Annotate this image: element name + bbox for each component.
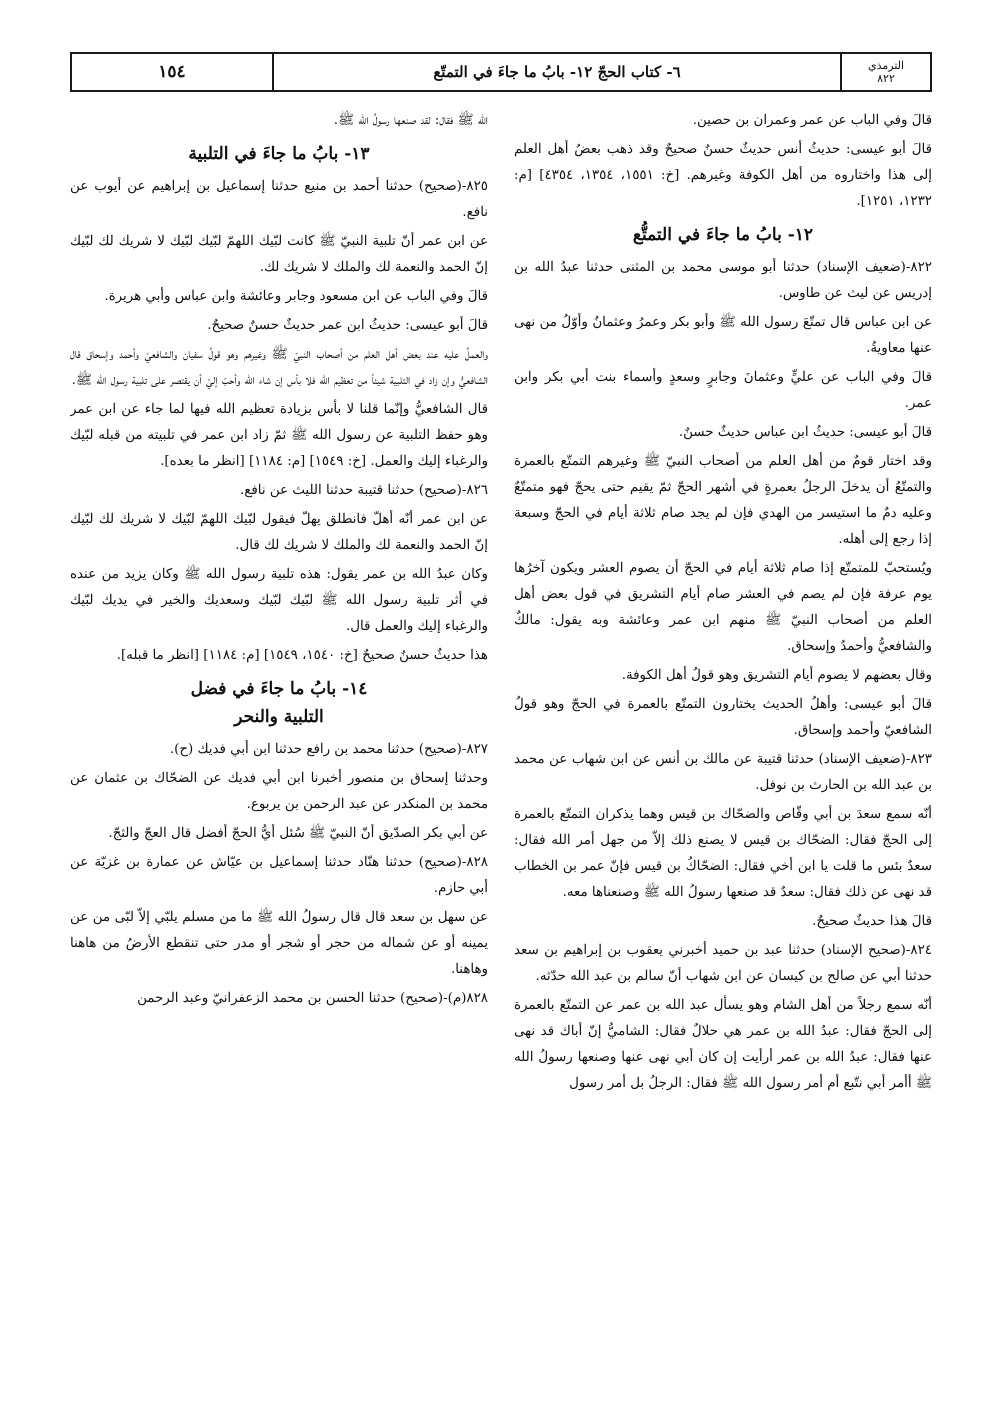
chapter-heading-line: ١٤- بابُ ما جاءَ في فضل — [190, 679, 368, 699]
paragraph: هذا حديثٌ حسنٌ صحيحٌ [خ: ١٥٤٠، ١٥٤٩] [م: ١١٨٤] [انظر ما قبله]. — [116, 648, 488, 663]
page-number: ١٥٤ — [158, 62, 186, 82]
paragraph: قالَ أبو عيسى: وأهلُ الحديث يختارون التمتّع بالعمرة في الحجّ وهو قولُ الشافعيّ وأحمد وإسحاق. — [514, 697, 932, 738]
paragraph: قالَ هذا حديثٌ صحيحٌ. — [812, 914, 932, 929]
paragraph: قالَ أبو عيسى: حديثُ أنس حديثٌ حسنٌ صحيحٌ وقد ذهب بعضُ أهل العلم إلى هذا واختاروه من أهل الكوفة وغيرهم. [خ: ١٥٥١، ١٣٥٤، ٤٣٥٤] [م: ١٢٣٢، ١٢٥١]. — [514, 142, 932, 209]
paragraph: ٨٢٨-(صحيح) حدثنا هنّاد حدثنا إسماعيل بن عيّاش عن عمارة بن غزيّة عن أبي حازم. — [70, 855, 488, 896]
chapter-heading: ١٣- بابُ ما جاءَ في التلبية — [188, 144, 370, 164]
header-book-name: الترمذي — [867, 59, 905, 72]
page-header — [70, 52, 932, 92]
book-page — [70, 52, 932, 1372]
paragraph: عن ابن عمر أنّه أهلّ فانطلق يهلّ فيقول لبّيك اللهمّ لبّيك لا شريك لك لبّيك إنّ الحمد والنعمة لك والملك لا شريك لك قال. — [70, 512, 488, 553]
paragraph: ٨٢٣-(ضعيف الإسناد) حدثنا قتيبة عن مالك بن أنس عن ابن شهاب عن محمد بن عبد الله بن الحارث بن نوفل. — [514, 752, 932, 793]
paragraph: قالَ وفي الباب عن ابن مسعود وجابر وعائشة وابن عباس وأبي هريرة. — [104, 289, 488, 304]
paragraph: وكان عبدُ الله بن عمر يقول: هذه تلبية رسول الله ﷺ وكان يزيد من عنده في أثر تلبية رسول الله ﷺ لبّيك لبّيك وسعديك والخير في يديك لبّيك والرغباء إليك والعمل قال. — [70, 567, 488, 634]
chapter-heading — [70, 675, 488, 731]
chapter-heading: ١٢- بابُ ما جاءَ في التمتُّع — [632, 225, 814, 245]
header-title: ٦- كتاب الحجّ ١٢- بابُ ما جاءَ في التمتّع — [272, 54, 840, 90]
paragraph: قالَ وفي الباب عن عمر وعمران بن حصين. — [692, 113, 932, 128]
chapter-heading-line: التلبية والنحر — [234, 707, 324, 727]
paragraph: قالَ وفي الباب عن عليٍّ وعثمانَ وجابرٍ وسعدٍ وأسماء بنت أبي بكر وابن عمر. — [514, 370, 932, 411]
paragraph: الله ﷺ فقال: لقد صنعها رسولُ الله ﷺ. — [333, 113, 488, 128]
paragraph: ويُستحبّ للمتمتّع إذا صام ثلاثة أيام في الحجّ أن يصوم العشر ويكون آخرُها يوم عرفة فإن لم يصم في العشر صام أيام التشريق في قول بعض أهل العلم من أصحاب النبيّ ﷺ منهم ابن عمر وعائشة وبه يقول: مالكٌ والشافعيُّ وأحمدُ وإسحاق. — [514, 561, 932, 654]
paragraph: عن ابن عمر أنّ تلبية النبيّ ﷺ كانت لبّيك اللهمّ لبّيك لبّيك لا شريك لك لبّيك إنّ الحمد والنعمة لك والملك لا شريك لك. — [70, 234, 488, 275]
header-hadith-number: ٨٢٢ — [877, 72, 895, 85]
paragraph: قال الشافعيُّ وإنّما قلنا لا بأس بزيادة تعظيم الله فيها لما جاء عن ابن عمر وهو حفظ التلبية عن رسول الله ﷺ ثمّ زاد ابن عمر في تلبيته من قبله لبّيك والرغباء إليك والعمل. [خ: ١٥٤٩] [م: ١١٨٤] [انظر ما بعده]. — [70, 402, 488, 469]
paragraph: والعملُ عليه عند بعض أهل العلم من أصحاب النبيّ ﷺ وغيرهم وهو قولُ سفيان والشافعيّ وأحمد وإسحاق قال الشافعيُّ وإن زاد في التلبية شيئاً من تعظيم الله فلا بأس إن شاء الله وأحبّ إليّ أن يقتصر على تلبية رسول الله ﷺ. — [70, 347, 488, 388]
paragraph: ٨٢٨(م)-(صحيح) حدثنا الحسن بن محمد الزعفرانيّ وعبد الرحمن — [137, 991, 488, 1006]
paragraph: وحدثنا إسحاق بن منصور أخبرنا ابن أبي فديك عن الضحّاك بن عثمان عن محمد بن المنكدر عن عبد الرحمن بن يربوع. — [70, 771, 488, 812]
paragraph: ٨٢٥-(صحيح) حدثنا أحمد بن منيع حدثنا إسماعيل بن إبراهيم عن أيوب عن نافع. — [70, 179, 488, 220]
paragraph: وقد اختار قومٌ من أهل العلم من أصحاب النبيّ ﷺ وغيرهم التمتّع بالعمرة والتمتّعُ أن يدخلَ الرجلُ بعمرةٍ في أشهر الحجّ ثمّ يقيم حتى يحجّ فهو متمتّعٌ وعليه دمٌ ما استيسر من الهدي فإن لم يجد صام ثلاثة أيام في الحجّ وسبعة إذا رجع إلى أهله. — [514, 454, 932, 547]
left-column — [70, 108, 488, 1358]
paragraph: وقال بعضهم لا يصوم أيام التشريق وهو قولُ أهل الكوفة. — [621, 668, 932, 683]
right-column — [514, 108, 932, 1358]
paragraph: عن ابن عباس قال تمتّعَ رسول الله ﷺ وأبو بكر وعمرُ وعثمانُ وأوّلُ من نهى عنها معاويةُ. — [514, 315, 932, 356]
paragraph: قالَ أبو عيسى: حديثُ ابن عمر حديثٌ حسنٌ صحيحٌ. — [207, 318, 488, 333]
paragraph: ٨٢٤-(صحيح الإسناد) حدثنا عبد بن حميد أخبرني يعقوب بن إبراهيم بن سعد حدثنا أبي عن صالح بن كيسان عن ابن شهاب أنّ سالم بن عبد الله حدّثه. — [514, 943, 932, 984]
paragraph: أنّه سمع سعدَ بن أبي وقّاص والضحّاك بن قيس وهما يذكران التمتّع بالعمرة إلى الحجّ فقال: الضحّاك بن قيس لا يصنع ذلك إلاّ من جهل أمر الله فقال: سعدٌ بئس ما قلت يا ابن أخي فقال: الضحّاكُ بن قيس فإنّ عمر بن الخطاب قد نهى عن ذلك فقال: سعدٌ قد صنعها رسولُ الله ﷺ وصنعناها معه. — [514, 807, 932, 900]
paragraph: عن أبي بكر الصدّيق أنّ النبيّ ﷺ سُئل أيُّ الحجّ أفضل قال العجّ والثجّ. — [108, 826, 488, 841]
paragraph: قالَ أبو عيسى: حديثُ ابن عباس حديثٌ حسنٌ. — [678, 425, 932, 440]
paragraph: ٨٢٧-(صحيح) حدثنا محمد بن رافع حدثنا ابن أبي فديك (ح). — [169, 742, 488, 757]
paragraph: ٨٢٦-(صحيح) حدثنا قتيبة حدثنا الليث عن نافع. — [240, 483, 488, 498]
text-columns — [70, 108, 932, 1358]
paragraph: ٨٢٢-(ضعيف الإسناد) حدثنا أبو موسى محمد بن المثنى حدثنا عبدُ الله بن إدريس عن ليث عن طاوس. — [514, 260, 932, 301]
paragraph: أنّه سمع رجلاً من أهل الشام وهو يسأل عبد الله بن عمر عن التمتّع بالعمرة إلى الحجّ فقال: عبدُ الله بن عمر هي حلالٌ فقال: الشاميُّ إنّ أباك قد نهى عنها فقال: عبدُ الله بن عمر أرأيت إن كان أبي نهى عنها وصنعها رسولُ الله ﷺ أأمر أبي نتّبع أم أمر رسول الله ﷺ فقال: الرجلُ بل أمر رسول — [514, 998, 932, 1091]
paragraph: عن سهل بن سعد قال قال رسولُ الله ﷺ ما من مسلم يلبّي إلاّ لبّى من عن يمينه أو عن شماله من حجر أو شجر أو مدر حتى تنقطع الأرضُ من هاهنا وهاهنا. — [70, 910, 488, 977]
header-book-box — [840, 54, 930, 90]
